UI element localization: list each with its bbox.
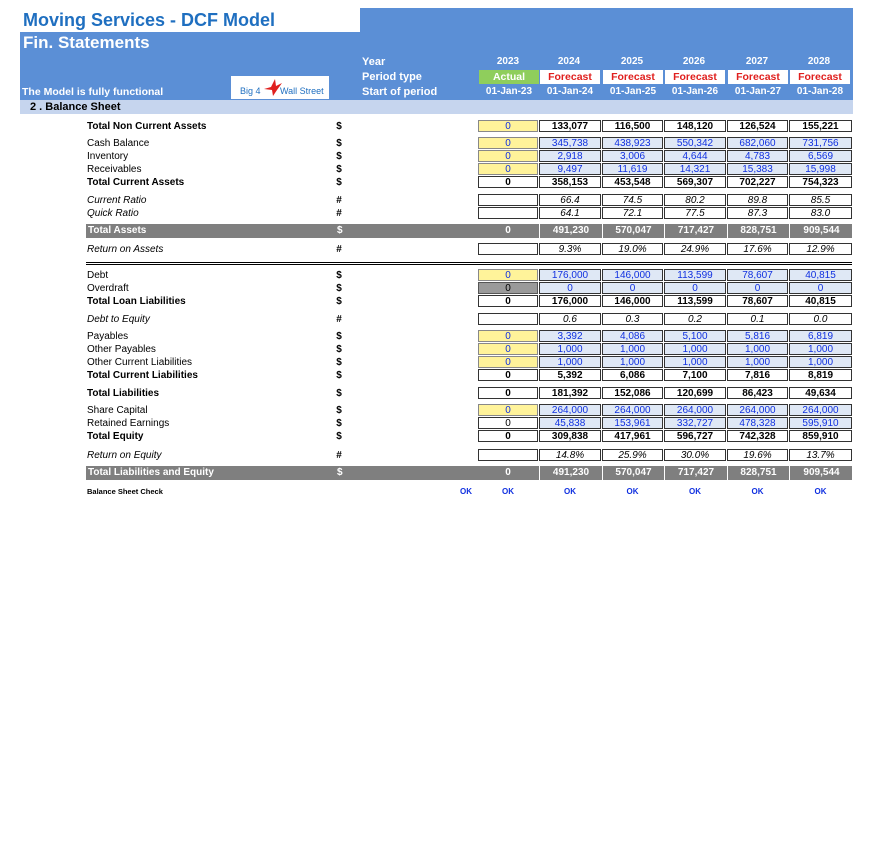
total-row-tle [86, 466, 852, 480]
cell-2028-current_ratio[interactable]: 85.5 [789, 194, 852, 206]
total-row-total_assets [86, 224, 852, 238]
cell-2027-roa[interactable]: 17.6% [727, 243, 788, 255]
row-label-share_capital: Share Capital [87, 405, 148, 416]
cell-2023-tl[interactable]: 0 [478, 387, 538, 399]
cell-2028-te[interactable]: 859,910 [789, 430, 852, 442]
cell-2024-te[interactable]: 309,838 [539, 430, 601, 442]
row-unit-receivables: $ [336, 164, 342, 175]
check-2024: OK [564, 487, 576, 496]
cell-2025-dte[interactable]: 0.3 [602, 313, 663, 325]
cell-2024-dte[interactable]: 0.6 [539, 313, 601, 325]
cell-2025-other_payables[interactable]: 1,000 [602, 343, 663, 355]
cell-2027-tnca[interactable]: 126,524 [727, 120, 788, 132]
section-title: 2 . Balance Sheet [30, 101, 121, 113]
row-cell[interactable]: 909,544 [789, 466, 853, 480]
cell-2025-cash[interactable]: 438,923 [602, 137, 663, 149]
cell-2023-tcl[interactable]: 0 [478, 369, 538, 381]
cell-2026-tnca[interactable]: 148,120 [664, 120, 726, 132]
cell-2024-inventory[interactable]: 2,918 [539, 150, 601, 162]
cell-2024-tca[interactable]: 358,153 [539, 176, 601, 188]
row-cell[interactable]: 717,427 [664, 466, 727, 480]
row-cell[interactable]: 491,230 [539, 466, 602, 480]
row-label-tca: Total Current Assets [87, 177, 185, 188]
cell-2027-overdraft[interactable]: 0 [727, 282, 788, 294]
row-unit-tcl: $ [336, 370, 342, 381]
cell-2023-te[interactable]: 0 [478, 430, 538, 442]
cell-2024-debt[interactable]: 176,000 [539, 269, 601, 281]
start-date-2: 01-Jan-25 [609, 86, 657, 97]
cell-2024-quick_ratio[interactable]: 64.1 [539, 207, 601, 219]
row-label-tll: Total Loan Liabilities [87, 296, 186, 307]
cell-2025-debt[interactable]: 146,000 [602, 269, 663, 281]
cell-2028-tnca[interactable]: 155,221 [789, 120, 852, 132]
row-unit-quick_ratio: # [336, 208, 342, 219]
cell-2023-tnca[interactable]: 0 [478, 120, 538, 132]
row-label-receivables: Receivables [87, 164, 142, 175]
cell-2026-quick_ratio[interactable]: 77.5 [664, 207, 726, 219]
cell-2026-te[interactable]: 596,727 [664, 430, 726, 442]
year-2: 2025 [620, 56, 644, 67]
cell-2024-roe[interactable]: 14.8% [539, 449, 601, 461]
row-label-dte: Debt to Equity [87, 314, 150, 325]
cell-2028-inventory[interactable]: 6,569 [789, 150, 852, 162]
cell-2028-dte[interactable]: 0.0 [789, 313, 852, 325]
row-unit-roa: # [336, 244, 342, 255]
cell-2028-other_payables[interactable]: 1,000 [789, 343, 852, 355]
start-of-period-label: Start of period [362, 86, 438, 98]
row-unit-roe: # [336, 450, 342, 461]
cell-2024-roa[interactable]: 9.3% [539, 243, 601, 255]
cell-2023-inventory[interactable]: 0 [478, 150, 538, 162]
cell-2027-roe[interactable]: 19.6% [727, 449, 788, 461]
cell-2025-quick_ratio[interactable]: 72.1 [602, 207, 663, 219]
cell-2025-tll[interactable]: 146,000 [602, 295, 663, 307]
header-band-top [360, 8, 853, 32]
period-type-label: Period type [362, 71, 422, 83]
start-date-0: 01-Jan-23 [485, 86, 533, 97]
cell-2024-tll[interactable]: 176,000 [539, 295, 601, 307]
cell-2023-debt[interactable]: 0 [478, 269, 538, 281]
cell-2024-current_ratio[interactable]: 66.4 [539, 194, 601, 206]
row-label-debt: Debt [87, 270, 109, 281]
cell-2025-roe[interactable]: 25.9% [602, 449, 663, 461]
cell-2023-cash[interactable]: 0 [478, 137, 538, 149]
cell-2026-tl[interactable]: 120,699 [664, 387, 726, 399]
year-3: 2026 [682, 56, 706, 67]
cell-2026-inventory[interactable]: 4,644 [664, 150, 726, 162]
row-label-cash: Cash Balance [87, 138, 150, 149]
cell-2023-ocl[interactable]: 0 [478, 356, 538, 368]
row-label-tl: Total Liabilities [87, 388, 160, 399]
row-cell[interactable]: 570,047 [602, 224, 664, 238]
cell-2028-tcl[interactable]: 8,819 [789, 369, 852, 381]
row-cell[interactable]: 909,544 [789, 224, 853, 238]
cell-2024-overdraft[interactable]: 0 [539, 282, 601, 294]
cell-2026-roa[interactable]: 24.9% [664, 243, 726, 255]
cell-2023-receivables[interactable]: 0 [478, 163, 538, 175]
cell-2028-tca[interactable]: 754,323 [789, 176, 852, 188]
cell-2028-share_capital[interactable]: 264,000 [789, 404, 852, 416]
row-unit-retained: $ [336, 418, 342, 429]
cell-2025-roa[interactable]: 19.0% [602, 243, 663, 255]
start-date-1: 01-Jan-24 [546, 86, 594, 97]
start-date-3: 01-Jan-26 [671, 86, 719, 97]
cell-2027-debt[interactable]: 78,607 [727, 269, 788, 281]
cell-2025-retained[interactable]: 153,961 [602, 417, 663, 429]
section-divider-2 [86, 264, 852, 265]
row-unit: $ [337, 225, 343, 236]
row-unit-ocl: $ [336, 357, 342, 368]
row-unit-dte: # [336, 314, 342, 325]
cell-2026-cash[interactable]: 550,342 [664, 137, 726, 149]
cell-2027-payables[interactable]: 5,816 [727, 330, 788, 342]
cell-2025-receivables[interactable]: 11,619 [602, 163, 663, 175]
year-5: 2028 [807, 56, 831, 67]
row-label-retained: Retained Earnings [87, 418, 170, 429]
cell-2028-roa[interactable]: 12.9% [789, 243, 852, 255]
cell-2023-dte[interactable] [478, 313, 538, 325]
year-1: 2024 [557, 56, 581, 67]
check-2027: OK [751, 487, 764, 496]
page-title: Moving Services - DCF Model [23, 10, 276, 30]
cell-2024-payables[interactable]: 3,392 [539, 330, 601, 342]
cell-2023-overdraft[interactable]: 0 [478, 282, 538, 294]
cell-2026-retained[interactable]: 332,727 [664, 417, 726, 429]
row-label: Total Liabilities and Equity [88, 467, 214, 478]
row-label-inventory: Inventory [87, 151, 129, 162]
cell-2023-tca[interactable]: 0 [478, 176, 538, 188]
cell-2025-tnca[interactable]: 116,500 [602, 120, 663, 132]
cell-2027-tl[interactable]: 86,423 [727, 387, 788, 399]
row-cell[interactable]: 717,427 [664, 224, 727, 238]
cell-2023-quick_ratio[interactable] [478, 207, 538, 219]
cell-2023-tll[interactable]: 0 [478, 295, 538, 307]
row-unit-debt: $ [336, 270, 342, 281]
row-unit: $ [337, 467, 343, 478]
row-unit-tl: $ [336, 388, 342, 399]
page-subtitle: Fin. Statements [23, 33, 150, 52]
cell-2025-share_capital[interactable]: 264,000 [602, 404, 663, 416]
cell-2028-quick_ratio[interactable]: 83.0 [789, 207, 852, 219]
year-label: Year [362, 56, 386, 68]
cell-2023-other_payables[interactable]: 0 [478, 343, 538, 355]
cell-2024-tcl[interactable]: 5,392 [539, 369, 601, 381]
cell-2027-te[interactable]: 742,328 [727, 430, 788, 442]
cell-2026-tll[interactable]: 113,599 [664, 295, 726, 307]
cell-2025-tcl[interactable]: 6,086 [602, 369, 663, 381]
start-date-5: 01-Jan-28 [796, 86, 844, 97]
cell-2028-tl[interactable]: 49,634 [789, 387, 852, 399]
cell-2025-overdraft[interactable]: 0 [602, 282, 663, 294]
row-cell[interactable]: 828,751 [727, 466, 789, 480]
row-label-quick_ratio: Quick Ratio [87, 208, 139, 219]
period-type-1: Forecast [540, 70, 600, 84]
cell-2026-debt[interactable]: 113,599 [664, 269, 726, 281]
row-cell[interactable]: 491,230 [539, 224, 602, 238]
row-cell[interactable]: 0 [505, 467, 511, 478]
row-unit-tca: $ [336, 177, 342, 188]
period-type-0: Actual [479, 70, 539, 84]
cell-2026-ocl[interactable]: 1,000 [664, 356, 726, 368]
cell-2024-cash[interactable]: 345,738 [539, 137, 601, 149]
cell-2024-ocl[interactable]: 1,000 [539, 356, 601, 368]
period-type-4: Forecast [728, 70, 788, 84]
row-label-roa: Return on Assets [87, 244, 164, 255]
section-divider [86, 262, 852, 263]
cell-2026-share_capital[interactable]: 264,000 [664, 404, 726, 416]
cell-2028-tll[interactable]: 40,815 [789, 295, 852, 307]
cell-2028-overdraft[interactable]: 0 [789, 282, 852, 294]
row-label-current_ratio: Current Ratio [87, 195, 147, 206]
row-label: Total Assets [88, 225, 147, 236]
cell-2023-retained[interactable]: 0 [478, 417, 538, 429]
cell-2027-receivables[interactable]: 15,383 [727, 163, 788, 175]
row-label-tnca: Total Non Current Assets [87, 121, 207, 132]
cell-2027-share_capital[interactable]: 264,000 [727, 404, 788, 416]
start-date-4: 01-Jan-27 [734, 86, 782, 97]
row-label-other_payables: Other Payables [87, 344, 156, 355]
cell-2026-dte[interactable]: 0.2 [664, 313, 726, 325]
row-label-payables: Payables [87, 331, 129, 342]
cell-2027-ocl[interactable]: 1,000 [727, 356, 788, 368]
row-unit-other_payables: $ [336, 344, 342, 355]
cell-2026-tca[interactable]: 569,307 [664, 176, 726, 188]
cell-2027-dte[interactable]: 0.1 [727, 313, 788, 325]
row-unit-payables: $ [336, 331, 342, 342]
row-unit-overdraft: $ [336, 283, 342, 294]
year-0: 2023 [496, 56, 520, 67]
cell-2024-share_capital[interactable]: 264,000 [539, 404, 601, 416]
cell-2028-retained[interactable]: 595,910 [789, 417, 852, 429]
cell-2027-other_payables[interactable]: 1,000 [727, 343, 788, 355]
row-cell[interactable]: 0 [505, 225, 511, 236]
cell-2027-tca[interactable]: 702,227 [727, 176, 788, 188]
cell-2026-overdraft[interactable]: 0 [664, 282, 726, 294]
row-label-te: Total Equity [87, 431, 144, 442]
cell-2027-quick_ratio[interactable]: 87.3 [727, 207, 788, 219]
cell-2027-inventory[interactable]: 4,783 [727, 150, 788, 162]
cell-2024-tnca[interactable]: 133,077 [539, 120, 601, 132]
row-unit-inventory: $ [336, 151, 342, 162]
period-type-5: Forecast [790, 70, 850, 84]
cell-2024-receivables[interactable]: 9,497 [539, 163, 601, 175]
row-label-check: Balance Sheet Check [87, 487, 163, 496]
row-label-ocl: Other Current Liabilities [87, 357, 193, 368]
row-unit-tll: $ [336, 296, 342, 307]
year-4: 2027 [745, 56, 769, 67]
check-2023: OK [502, 487, 514, 496]
row-label-overdraft: Overdraft [87, 283, 129, 294]
cell-2023-payables[interactable]: 0 [478, 330, 538, 342]
cell-2026-roe[interactable]: 30.0% [664, 449, 726, 461]
cell-2026-other_payables[interactable]: 1,000 [664, 343, 726, 355]
row-unit-current_ratio: # [336, 195, 342, 206]
cell-2025-tca[interactable]: 453,548 [602, 176, 663, 188]
cell-2028-debt[interactable]: 40,815 [789, 269, 852, 281]
page-title-area [20, 8, 360, 32]
cell-2027-current_ratio[interactable]: 89.8 [727, 194, 788, 206]
cell-2028-ocl[interactable]: 1,000 [789, 356, 852, 368]
row-unit-share_capital: $ [336, 405, 342, 416]
period-type-2: Forecast [603, 70, 663, 84]
cell-2024-other_payables[interactable]: 1,000 [539, 343, 601, 355]
cell-2028-cash[interactable]: 731,756 [789, 137, 852, 149]
cell-2024-retained[interactable]: 45,838 [539, 417, 601, 429]
cell-2025-inventory[interactable]: 3,006 [602, 150, 663, 162]
cell-2026-current_ratio[interactable]: 80.2 [664, 194, 726, 206]
cell-2025-te[interactable]: 417,961 [602, 430, 663, 442]
cell-2023-roe[interactable] [478, 449, 538, 461]
cell-2025-current_ratio[interactable]: 74.5 [602, 194, 663, 206]
cell-2024-tl[interactable]: 181,392 [539, 387, 601, 399]
cell-2028-receivables[interactable]: 15,998 [789, 163, 852, 175]
company-logo [231, 76, 329, 99]
row-label-tcl: Total Current Liabilities [87, 370, 198, 381]
cell-2023-current_ratio[interactable] [478, 194, 538, 206]
cell-2025-payables[interactable]: 4,086 [602, 330, 663, 342]
cell-2025-ocl[interactable]: 1,000 [602, 356, 663, 368]
row-unit-te: $ [336, 431, 342, 442]
cell-2026-payables[interactable]: 5,100 [664, 330, 726, 342]
check-2026: OK [689, 487, 701, 496]
cell-2025-tl[interactable]: 152,086 [602, 387, 663, 399]
check-pre: OK [460, 487, 472, 496]
row-unit-tnca: $ [336, 121, 342, 132]
cell-2023-share_capital[interactable]: 0 [478, 404, 538, 416]
logo-text-left: Big 4 [240, 86, 261, 96]
section-header [20, 100, 853, 114]
check-2025: OK [626, 487, 639, 496]
row-label-roe: Return on Equity [87, 450, 162, 461]
cell-2027-tcl[interactable]: 7,816 [727, 369, 788, 381]
row-cell[interactable]: 570,047 [602, 466, 664, 480]
row-unit-cash: $ [336, 138, 342, 149]
period-type-3: Forecast [665, 70, 725, 84]
logo-text-right: Wall Street [280, 86, 324, 96]
cell-2028-payables[interactable]: 6,819 [789, 330, 852, 342]
model-status: The Model is fully functional [22, 86, 164, 98]
cell-2027-tll[interactable]: 78,607 [727, 295, 788, 307]
cell-2023-roa[interactable] [478, 243, 538, 255]
cell-2027-retained[interactable]: 478,328 [727, 417, 788, 429]
check-2028: OK [814, 487, 827, 496]
cell-2028-roe[interactable]: 13.7% [789, 449, 852, 461]
cell-2027-cash[interactable]: 682,060 [727, 137, 788, 149]
cell-2026-tcl[interactable]: 7,100 [664, 369, 726, 381]
cell-2026-receivables[interactable]: 14,321 [664, 163, 726, 175]
row-cell[interactable]: 828,751 [727, 224, 789, 238]
